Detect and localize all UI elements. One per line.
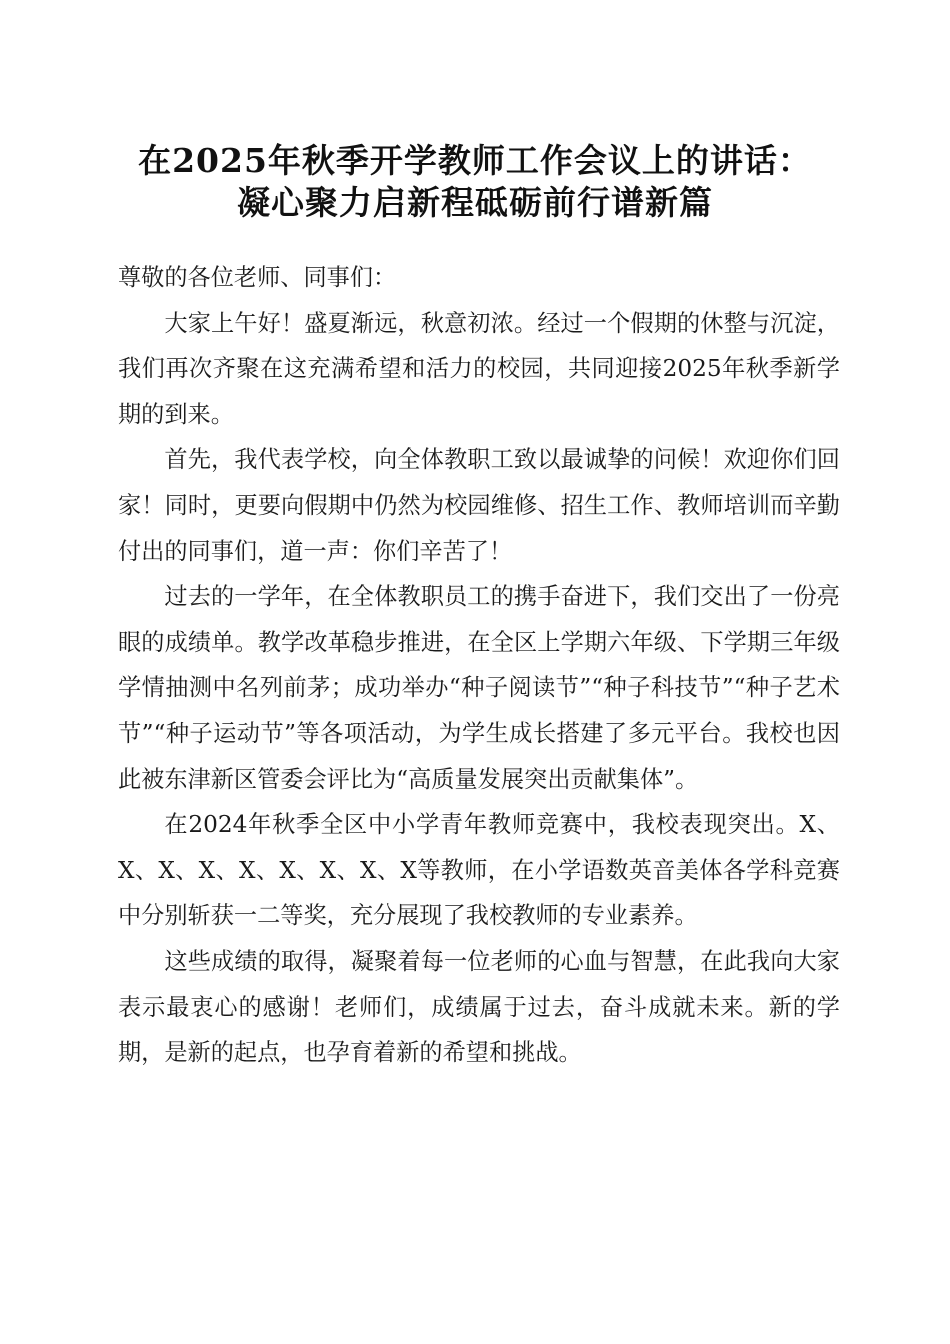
salutation: 尊敬的各位老师、同事们： [118,264,397,291]
document-body [118,255,840,1076]
paragraph-thanks: 这些成绩的取得，凝聚着每一位老师的心血与智慧，在此我向大家表示最衷心的感谢！老师们，成绩属于过去，奋斗成就未来。新的学期，是新的起点，也孕育着新的希望和挑战。 [118,947,840,1067]
paragraph-achievements: 过去的一学年，在全体教职员工的携手奋进下，我们交出了一份亮眼的成绩单。教学改革稳步推进，在全区上学期六年级、下学期三年级学情抽测中名列前茅；成功举办“种子阅读节”“种子科技节”“种子艺术节”“种子运动节”等各项活动，为学生成长搭建了多元平台。我校也因此被东津新区管委会评比为“高质量发展突出贡献集体”。 [118,583,840,793]
paragraph-teacher-competition: 在2024年秋季全区中小学青年教师竞赛中，我校表现突出。X、X、X、X、X、X、X、X、X等教师，在小学语数英音美体各学科竞赛中分别斩获一二等奖，充分展现了我校教师的专业素养。 [118,811,840,930]
document-title-line-1: 在2025年秋季开学教师工作会议上的讲话： [138,141,812,180]
paragraph-welcome: 首先，我代表学校，向全体教职工致以最诚挚的问候！欢迎你们回家！同时，更要向假期中仍然为校园维修、招生工作、教师培训而辛勤付出的同事们，道一声：你们辛苦了！ [118,446,840,565]
paragraph-greeting: 大家上午好！盛夏渐远，秋意初浓。经过一个假期的休整与沉淀，我们再次齐聚在这充满希望和活力的校园，共同迎接2025年秋季新学期的到来。 [118,309,840,428]
document-title-line-2: 凝心聚力启新程砥砺前行谱新篇 [237,183,713,222]
